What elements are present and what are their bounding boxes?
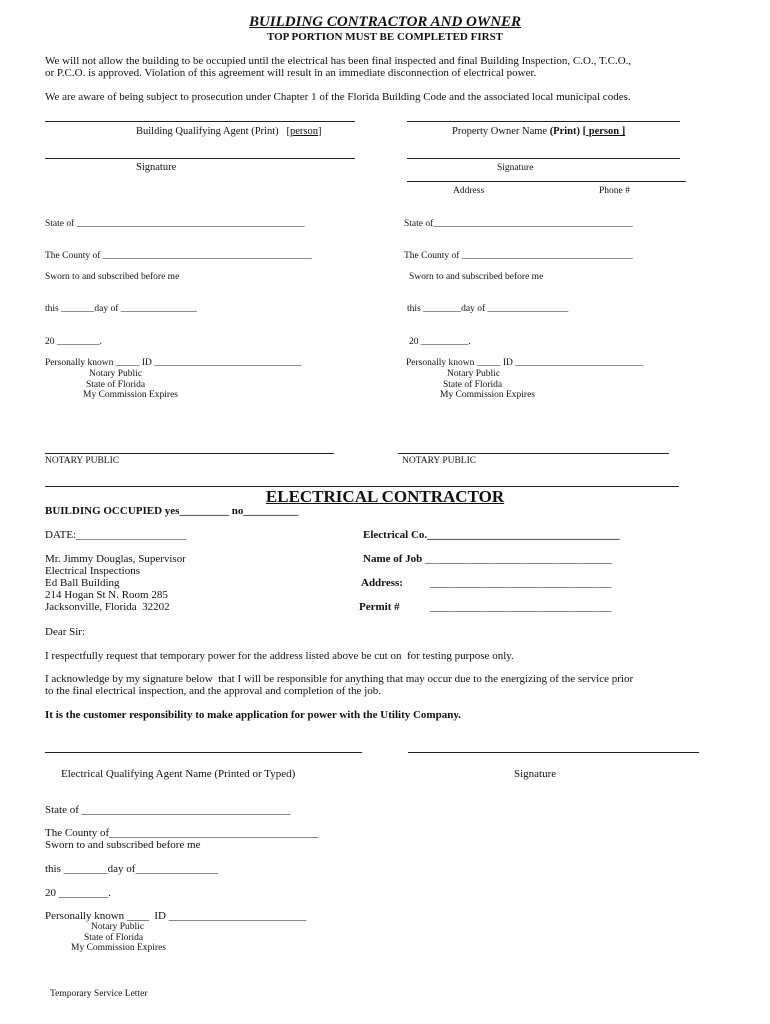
intro-paragraph-2: We are aware of being subject to prosecution under Chapter 1 of the Florida Building Code and the associated local municipal codes. bbox=[45, 91, 631, 103]
building-occupied-field[interactable]: BUILDING OCCUPIED yes_________ no__________ bbox=[45, 505, 299, 517]
electrical-state-field[interactable]: State of ______________________________________ bbox=[45, 804, 291, 816]
left-notary-text: Notary Public bbox=[89, 369, 143, 379]
left-personally-known-field[interactable]: Personally known _____ ID _______________________________ bbox=[45, 358, 302, 368]
addressee-street: 214 Hogan St N. Room 285 bbox=[45, 589, 168, 601]
electrical-agent-name-label: Electrical Qualifying Agent Name (Printed or Typed) bbox=[61, 768, 296, 780]
addressee-name: Mr. Jimmy Douglas, Supervisor bbox=[45, 553, 186, 565]
acknowledgement-line-2: to the final electrical inspection, and the approval and completion of the job. bbox=[45, 685, 381, 697]
salutation: Dear Sir: bbox=[45, 626, 86, 638]
page-title: BUILDING CONTRACTOR AND OWNER bbox=[248, 14, 522, 30]
job-name-field[interactable]: Name of Job __________________________________ bbox=[363, 553, 613, 565]
left-sworn-text: Sworn to and subscribed before me bbox=[45, 272, 180, 282]
request-paragraph: I respectfully request that temporary power for the address listed above be cut on for testing purpose only. bbox=[45, 650, 514, 662]
right-state-florida-text: State of Florida bbox=[443, 380, 503, 390]
permit-field[interactable]: _________________________________ bbox=[430, 601, 612, 613]
agent-name-line[interactable] bbox=[45, 121, 355, 122]
intro-paragraph-line-1: We will not allow the building to be occupied until the electrical has been final inspected and final Building Inspection, C.O., T.C.O., bbox=[45, 55, 632, 67]
owner-phone-label: Phone # bbox=[599, 186, 630, 196]
electrical-personally-known-field[interactable]: Personally known ____ ID _________________________ bbox=[45, 910, 307, 922]
footer-label: Temporary Service Letter bbox=[50, 989, 148, 999]
left-day-field[interactable]: this _______day of ________________ bbox=[45, 304, 197, 314]
addressee-building: Ed Ball Building bbox=[45, 577, 120, 589]
right-day-field[interactable]: this ________day of _________________ bbox=[407, 304, 569, 314]
left-notary-public-label: NOTARY PUBLIC bbox=[45, 456, 120, 466]
right-notary-signature-line[interactable] bbox=[398, 453, 669, 454]
electrical-year-field[interactable]: 20 _________. bbox=[45, 887, 111, 899]
permit-label: Permit # bbox=[359, 601, 400, 613]
page-subtitle: TOP PORTION MUST BE COMPLETED FIRST bbox=[266, 31, 504, 43]
right-year-field[interactable]: 20 __________. bbox=[409, 337, 471, 347]
right-commission-text: My Commission Expires bbox=[440, 390, 536, 400]
right-state-field[interactable]: State of__________________________________________ bbox=[404, 219, 633, 229]
owner-address-label: Address bbox=[453, 186, 485, 196]
left-state-field[interactable]: State of ________________________________________________ bbox=[45, 219, 305, 229]
electrical-commission-text: My Commission Expires bbox=[71, 943, 167, 953]
left-state-florida-text: State of Florida bbox=[86, 380, 146, 390]
electrical-notary-text: Notary Public bbox=[91, 922, 145, 932]
addressee-dept: Electrical Inspections bbox=[45, 565, 140, 577]
right-county-field[interactable]: The County of ____________________________________ bbox=[404, 251, 633, 261]
electrical-co-field[interactable]: Electrical Co.___________________________________ bbox=[363, 529, 620, 541]
right-notary-text: Notary Public bbox=[447, 369, 501, 379]
owner-name-line[interactable] bbox=[407, 121, 680, 122]
left-notary-signature-line[interactable] bbox=[45, 453, 334, 454]
left-year-field[interactable]: 20 _________. bbox=[45, 337, 102, 347]
electrical-sworn-text: Sworn to and subscribed before me bbox=[45, 839, 201, 851]
electrical-section-title: ELECTRICAL CONTRACTOR bbox=[265, 487, 505, 506]
right-sworn-text: Sworn to and subscribed before me bbox=[409, 272, 544, 282]
left-commission-text: My Commission Expires bbox=[83, 390, 179, 400]
address-label: Address: bbox=[361, 577, 403, 589]
intro-paragraph-line-2: or P.C.O. is approved. Violation of this agreement will result in an immediate disconnection of electrical power. bbox=[45, 67, 537, 79]
owner-address-line[interactable] bbox=[407, 181, 686, 182]
acknowledgement-line-1: I acknowledge by my signature below that I will be responsible for anything that may occur due to the energizing of the service prior bbox=[45, 673, 634, 685]
agent-signature-label: Signature bbox=[136, 162, 177, 173]
customer-responsibility: It is the customer responsibility to make application for power with the Utility Company. bbox=[45, 709, 461, 721]
left-county-field[interactable]: The County of ____________________________________________ bbox=[45, 251, 312, 261]
date-field[interactable]: DATE:____________________ bbox=[45, 529, 187, 541]
agent-signature-line[interactable] bbox=[45, 158, 355, 159]
electrical-county-field[interactable]: The County of______________________________________ bbox=[45, 827, 319, 839]
right-notary-public-label: NOTARY PUBLIC bbox=[402, 456, 477, 466]
electrical-signature-line[interactable] bbox=[408, 752, 699, 753]
owner-signature-label: Signature bbox=[497, 163, 534, 173]
electrical-signature-label: Signature bbox=[514, 768, 557, 780]
owner-name-label: Property Owner Name (Print) [ person ] bbox=[452, 126, 626, 137]
owner-signature-line[interactable] bbox=[407, 158, 680, 159]
electrical-state-florida-text: State of Florida bbox=[84, 933, 144, 943]
agent-name-label: Building Qualifying Agent (Print) [person] bbox=[136, 126, 322, 137]
electrical-agent-name-line[interactable] bbox=[45, 752, 362, 753]
addressee-city: Jacksonville, Florida 32202 bbox=[45, 601, 170, 613]
address-field[interactable]: _________________________________ bbox=[430, 577, 612, 589]
right-personally-known-field[interactable]: Personally known _____ ID ___________________________ bbox=[406, 358, 644, 368]
electrical-day-field[interactable]: this ________day of_______________ bbox=[45, 863, 218, 875]
